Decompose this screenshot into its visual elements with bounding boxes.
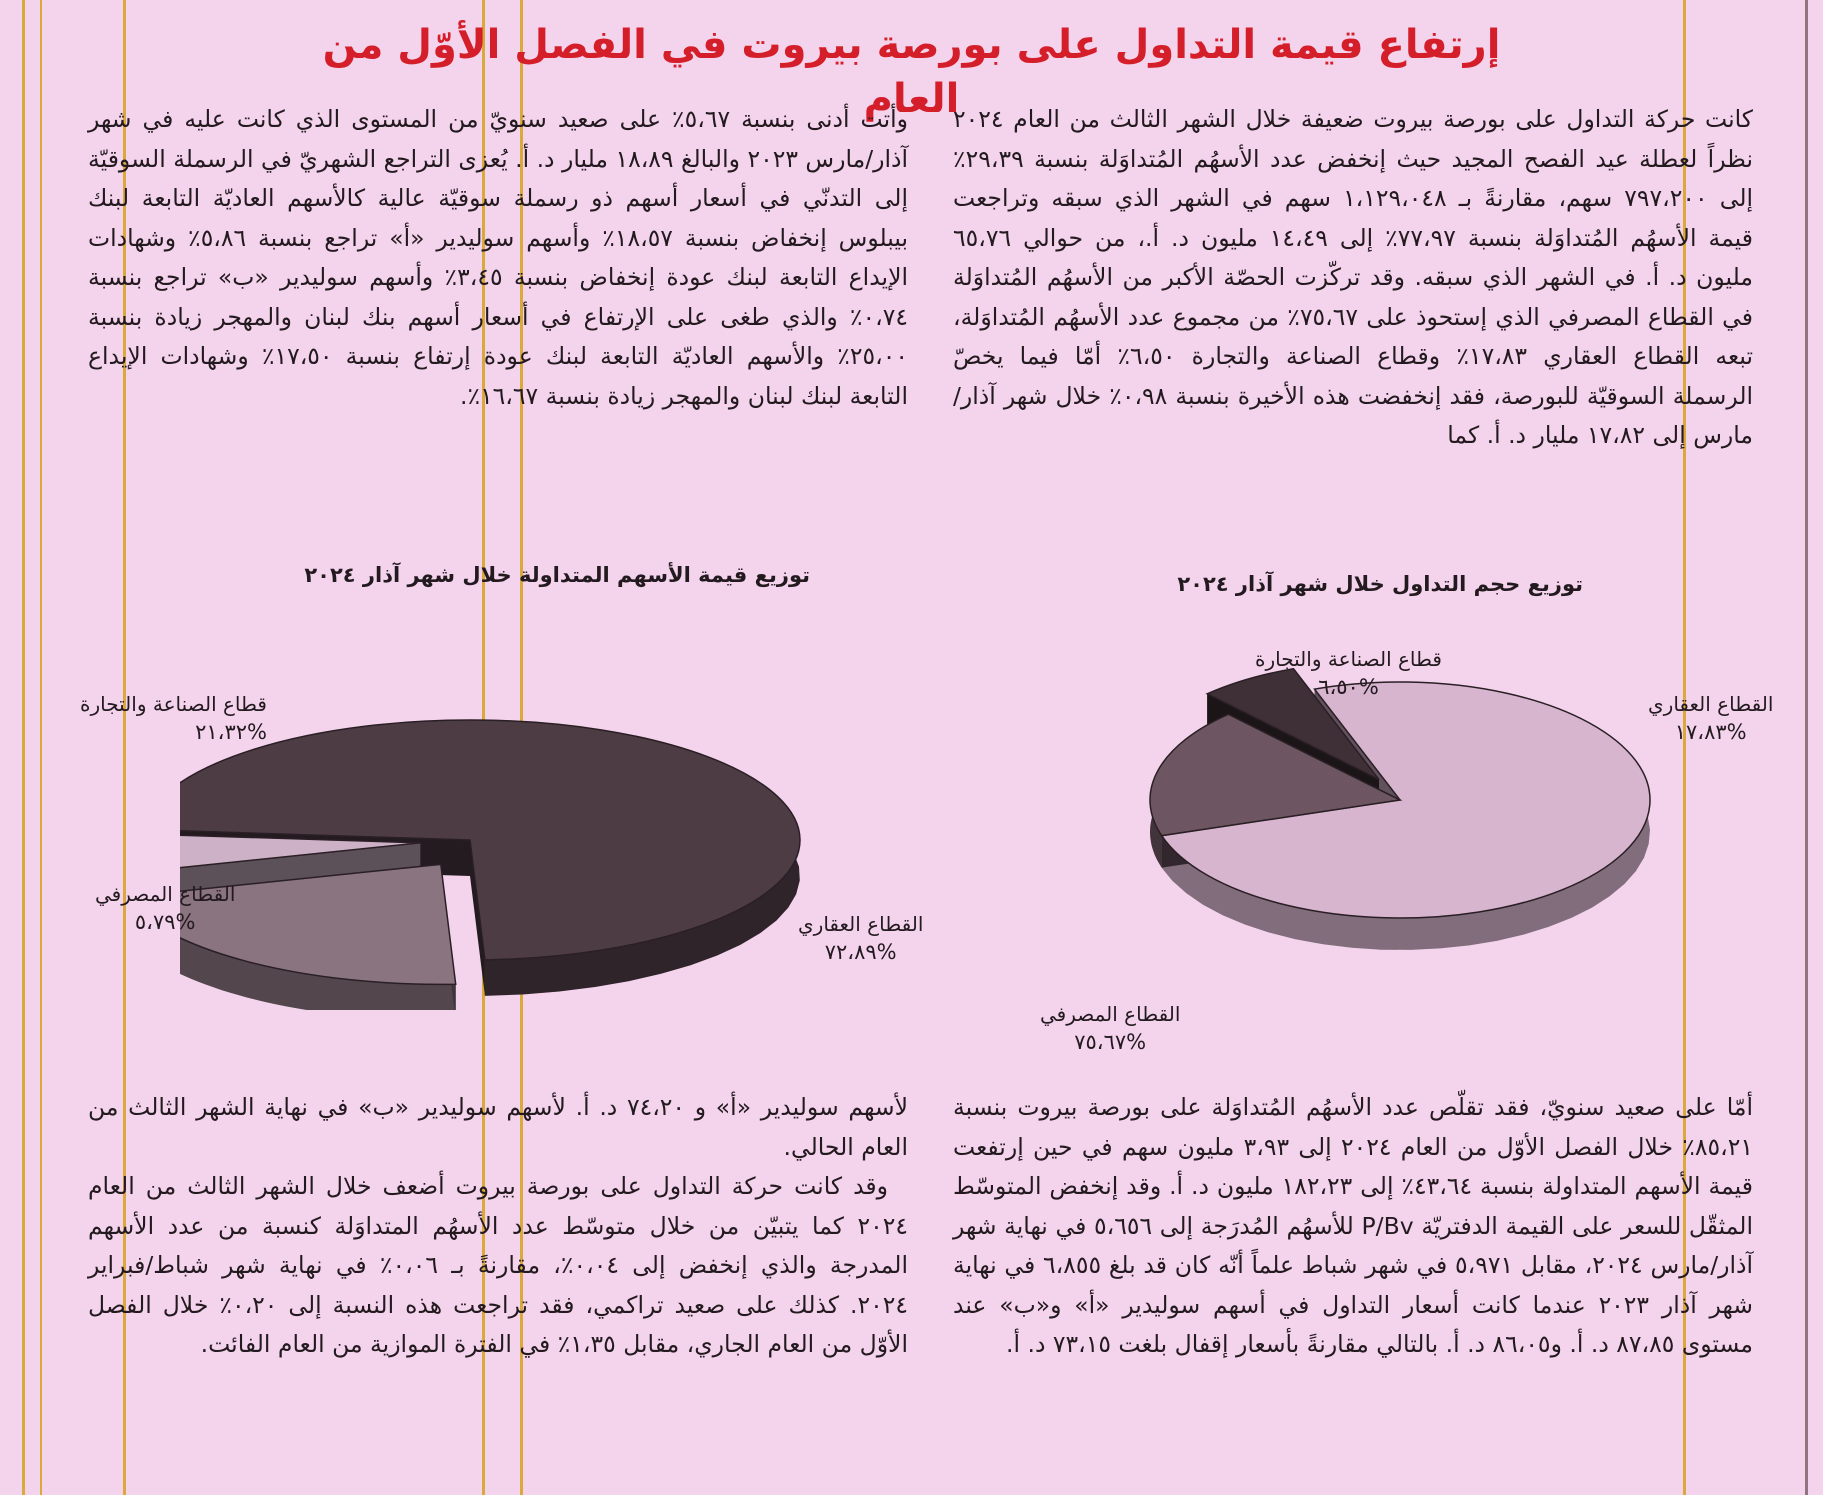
paragraph: وقد كانت حركة التداول على بورصة بيروت أضعف خلال الشهر الثالث من العام ٢٠٢٤ كما يتبيّن من خلال متوسّط عدد الأسهُم المتداوَلة كنسبة من عدد الأسهم المدرجة والذي إنخفض إلى ٠،٠٤٪، مقارنةً بـ ٠،٠٦٪ في نهاية شهر شباط/فبراير ٢٠٢٤. كذلك على صعيد تراكمي، فقد تراجعت هذه النسبة إلى ٠،٢٠٪ خلال الفصل الأوّل من العام الجاري، مقابل ١،٣٥٪ في الفترة الموازية من العام الفائت. [88,1172,908,1358]
slice-label: القطاع المصرفي [1040,1002,1181,1026]
fold-line [40,0,42,1495]
chart-title-value: توزيع قيمة الأسهم المتداولة خلال شهر آذار ٢٠٢٤ [304,563,810,587]
fold-line [1805,0,1808,1495]
slice-label: القطاع المصرفي [95,882,236,906]
label-value-industry [80,690,267,746]
fold-line [22,0,25,1495]
label-value-real-estate [798,910,923,966]
label-volume-banking [1040,1000,1180,1056]
slice-value-label: %٢١،٣٢ [195,720,267,744]
pie-chart-value [180,690,900,1010]
slice-value-label: %١٧،٨٣ [1674,720,1747,744]
pie-chart-volume [1130,660,1690,1000]
article-column-left-top [88,100,908,416]
article-column-right-bottom [953,1088,1753,1365]
slice-value-label: %٧٥،٦٧ [1074,1030,1147,1054]
paragraph: وأتت أدنى بنسبة ٥،٦٧٪ على صعيد سنويّ من المستوى الذي كانت عليه في شهر آذار/مارس ٢٠٢٣ والبالغ ١٨،٨٩ مليار د. أ. يُعزى التراجع الشهريّ في الرسملة السوقيّة إلى التدنّي في أسعار أسهم ذو رسملة سوقيّة عالية كالأسهم العاديّة التابعة لبنك بيبلوس إنخفاض بنسبة ١٨،٥٧٪ وأسهم سوليدير «أ» تراجع بنسبة ٥،٨٦٪ وشهادات الإيداع التابعة لبنك عودة إنخفاض بنسبة ٣،٤٥٪ وأسهم سوليدير «ب» تراجع بنسبة ٠،٧٤٪ والذي طغى على الإرتفاع في أسعار أسهم بنك لبنان والمهجر زيادة بنسبة ٢٥،٠٠٪ والأسهم العاديّة التابعة لبنك عودة إرتفاع بنسبة ١٧،٥٠٪ وشهادات الإيداع التابعة لبنك لبنان والمهجر زيادة بنسبة ١٦،٦٧٪. [88,105,909,410]
label-volume-real-estate [1648,690,1773,746]
slice-value-label: %٦،٥٠ [1318,675,1379,699]
article-column-left-bottom [88,1088,908,1365]
slice-label: القطاع العقاري [798,912,924,936]
paragraph: لأسهم سوليدير «أ» و ٧٤،٢٠ د. أ. لأسهم سوليدير «ب» في نهاية الشهر الثالث من العام الحالي. [88,1093,908,1161]
paragraph: كانت حركة التداول على بورصة بيروت ضعيفة خلال الشهر الثالث من العام ٢٠٢٤ نظراً لعطلة عيد الفصح المجيد حيث إنخفض عدد الأسهُم المُتداوَلة بنسبة ٢٩،٣٩٪ إلى ٧٩٧،٢٠٠ سهم، مقارنةً بـ ١،١٢٩،٠٤٨ سهم في الشهر الذي سبقه وتراجعت قيمة الأسهُم المُتداوَلة بنسبة ٧٧،٩٧٪ إلى ١٤،٤٩ مليون د. أ.، من حوالي ٦٥،٧٦ مليون د. أ. في الشهر الذي سبقه. وقد تركّزت الحصّة الأكبر من الأسهُم المُتداوَلة في القطاع المصرفي الذي إستحوذ على ٧٥،٦٧٪ من مجموع عدد الأسهُم المُتداوَلة، تبعه القطاع العقاري ١٧،٨٣٪ وقطاع الصناعة والتجارة ٦،٥٠٪ أمّا فيما يخصّ الرسملة السوقيّة للبورصة، فقد إنخفضت هذه الأخيرة بنسبة ٠،٩٨٪ خلال شهر آذار/مارس إلى ١٧،٨٢ مليار د. أ. كما [953,105,1754,449]
label-volume-industry [1255,645,1442,701]
paragraph: أمّا على صعيد سنويّ، فقد تقلّص عدد الأسهُم المُتداوَلة على بورصة بيروت بنسبة ٨٥،٢١٪ خلال الفصل الأوّل من العام ٢٠٢٤ إلى ٣،٩٣ مليون سهم في حين إرتفعت قيمة الأسهم المتداولة بنسبة ٤٣،٦٤٪ إلى ١٨٢،٢٣ مليون د. أ. وقد إنخفض المتوسّط المثقّل للسعر على القيمة الدفتريّة P/Bv للأسهُم المُدرَجة إلى ٥،٦٥٦ في نهاية شهر آذار/مارس ٢٠٢٤، مقابل ٥،٩٧١ في شهر شباط علماً أنّه كان قد بلغ ٦،٨٥٥ في نهاية شهر آذار ٢٠٢٣ عندما كانت أسعار التداول في أسهم سوليدير «أ» و«ب» عند مستوى ٨٧،٨٥ د. أ. و٨٦،٠٥ د. أ. بالتالي مقارنةً بأسعار إقفال بلغت ٧٣،١٥ د. أ. [953,1093,1754,1358]
label-value-banking [95,880,235,936]
slice-value-label: %٧٢،٨٩ [824,940,897,964]
slice-value-label: %٥،٧٩ [134,910,196,934]
slice-label: قطاع الصناعة والتجارة [1255,647,1442,671]
chart-title-volume: توزيع حجم التداول خلال شهر آذار ٢٠٢٤ [1177,572,1583,596]
page-title: إرتفاع قيمة التداول على بورصة بيروت في الفصل الأوّل من العام [322,22,1501,122]
slice-label: القطاع العقاري [1648,692,1774,716]
slice-label: قطاع الصناعة والتجارة [80,692,267,716]
article-column-right-top [953,100,1753,456]
